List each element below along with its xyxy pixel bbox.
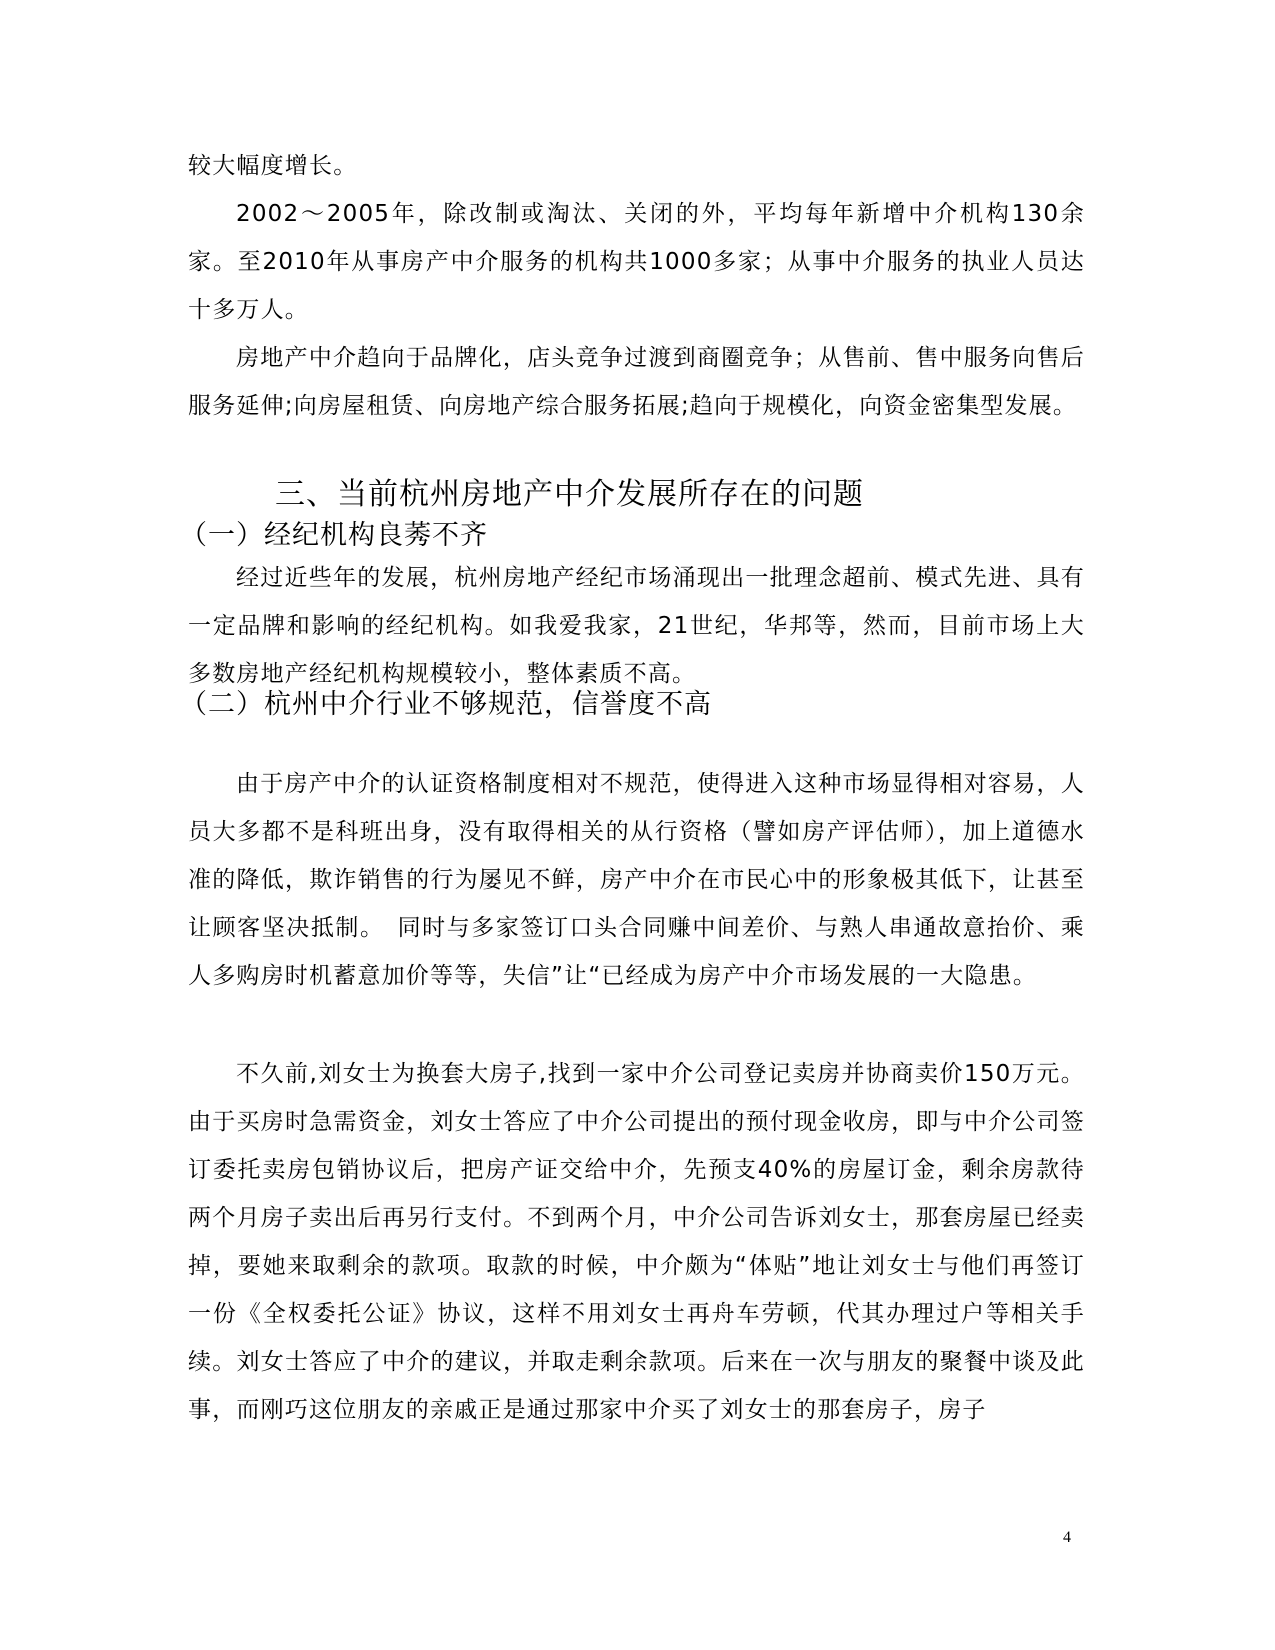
paragraph-agency-quality: 经过近些年的发展，杭州房地产经纪市场涌现出一批理念超前、模式先进、具有一定品牌和影响的经纪机构。如我爱我家，21世纪，华邦等，然而，目前市场上大多数房地产经纪机构规模较小，整体素质不高。	[188, 565, 1085, 687]
paragraph-credibility-issues: 由于房产中介的认证资格制度相对不规范，使得进入这种市场显得相对容易，人员大多都不是科班出身，没有取得相关的从行资格（譬如房产评估师），加上道德水准的降低，欺诈销售的行为屡见不鲜，房产中介在市民心中的形象极其低下，让甚至让顾客坚决抵制。 同时与多家签订口头合同赚中间差价、与熟人串通故意抬价、乘人多购房时机蓄意加价等等，失信”让“已经成为房产中介市场发展的一大隐患。	[188, 771, 1085, 989]
paragraph-industry-trends: 房地产中介趋向于品牌化，店头竞争过渡到商圈竞争；从售前、售中服务向售后服务延伸;向房屋租赁、向房地产综合服务拓展;趋向于规模化，向资金密集型发展。	[188, 345, 1085, 419]
section-heading-problems: 三、当前杭州房地产中介发展所存在的问题	[275, 477, 864, 512]
paragraph-case-study: 不久前,刘女士为换套大房子,找到一家中介公司登记卖房并协商卖价150万元。由于买房时急需资金，刘女士答应了中介公司提出的预付现金收房，即与中介公司签订委托卖房包销协议后，把房产证交给中介，先预支40%的房屋订金，剩余房款待两个月房子卖出后再另行支付。不到两个月，中介公司告诉刘女士，那套房屋已经卖掉，要她来取剩余的款项。取款的时候，中介颇为“体贴”地让刘女士与他们再签订一份《全权委托公证》协议，这样不用刘女士再舟车劳顿，代其办理过户等相关手续。刘女士答应了中介的建议，并取走剩余款项。后来在一次与朋友的聚餐中谈及此事，而刚巧这位朋友的亲戚正是通过那家中介买了刘女士的那套房子，房子	[188, 1061, 1085, 1423]
paragraph-continuation: 较大幅度增长。	[188, 153, 358, 179]
subheading-industry-credibility: （二）杭州中介行业不够规范，信誉度不高	[180, 689, 712, 720]
page-number: 4	[1063, 1529, 1071, 1546]
paragraph-agency-growth: 2002～2005年，除改制或淘汰、关闭的外，平均每年新增中介机构130余家。至2010年从事房产中介服务的机构共1000多家；从事中介服务的执业人员达十多万人。	[188, 201, 1085, 323]
subheading-uneven-agencies: （一）经纪机构良莠不齐	[180, 520, 488, 551]
